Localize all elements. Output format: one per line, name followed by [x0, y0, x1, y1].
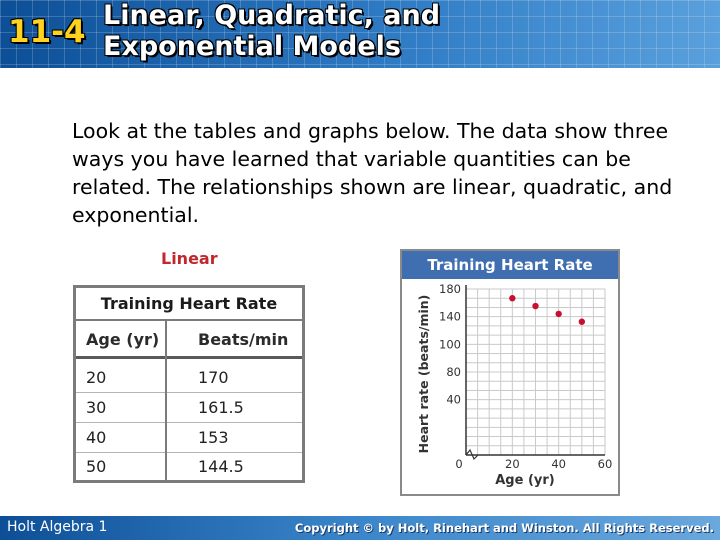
chart-tick-labels — [439, 282, 612, 471]
chart-svg — [402, 279, 618, 494]
table-body — [76, 321, 302, 480]
table-title: Training Heart Rate — [76, 288, 302, 321]
y-axis-label: Heart rate (beats/min) — [416, 294, 431, 454]
chart-grid — [466, 289, 605, 455]
table-cell: 153 — [198, 428, 229, 447]
table-header-row — [76, 323, 302, 359]
footer-band — [0, 516, 720, 540]
chart-title: Training Heart Rate — [402, 251, 618, 279]
footer-copyright: Copyright © by Holt, Rinehart and Winston. All Rights Reserved. — [294, 521, 714, 535]
slide-title-line-2: Exponential Models — [103, 31, 401, 62]
data-point — [509, 295, 515, 301]
data-point — [579, 319, 585, 325]
heart-rate-table — [73, 285, 305, 483]
y-tick-label: 100 — [439, 337, 461, 352]
body-paragraph: Look at the tables and graphs below. The data show three ways you have learned that variable quantities can be related. The relationships shown are linear, quadratic, and exponential. — [72, 119, 673, 227]
x-tick-label: 40 — [551, 457, 566, 471]
slide-title-line-1: Linear, Quadratic, and — [103, 0, 441, 31]
table-cell: 20 — [86, 367, 107, 387]
footer-course-label: Holt Algebra 1 — [7, 519, 108, 535]
table-cell: 170 — [198, 367, 229, 387]
table-row — [76, 362, 302, 392]
table-row — [76, 453, 302, 480]
table-header-cell: Beats/min — [198, 330, 289, 349]
y-tick-label: 40 — [446, 392, 461, 407]
y-tick-label: 180 — [439, 282, 461, 296]
data-point — [532, 303, 538, 309]
column-divider — [165, 321, 167, 480]
table-cell: 50 — [86, 457, 107, 476]
x-tick-label: 0 — [455, 457, 463, 471]
table-cell: 40 — [86, 428, 107, 447]
lesson-number: 11-4 — [8, 14, 86, 50]
table-header-cell: Age (yr) — [86, 330, 160, 349]
heart-rate-graph — [400, 249, 620, 496]
y-tick-label: 140 — [439, 309, 461, 324]
table-cell: 144.5 — [198, 457, 244, 476]
x-axis-label: Age (yr) — [495, 473, 555, 488]
table-row — [76, 423, 302, 452]
linear-label: Linear — [161, 249, 218, 268]
header-band — [0, 0, 720, 68]
y-tick-label: 80 — [446, 365, 461, 379]
x-tick-label: 60 — [597, 457, 613, 471]
table-row — [76, 393, 302, 422]
table-cell: 30 — [86, 398, 107, 417]
table-cell: 161.5 — [198, 398, 244, 417]
x-tick-label: 20 — [505, 457, 520, 471]
data-point — [555, 311, 561, 317]
